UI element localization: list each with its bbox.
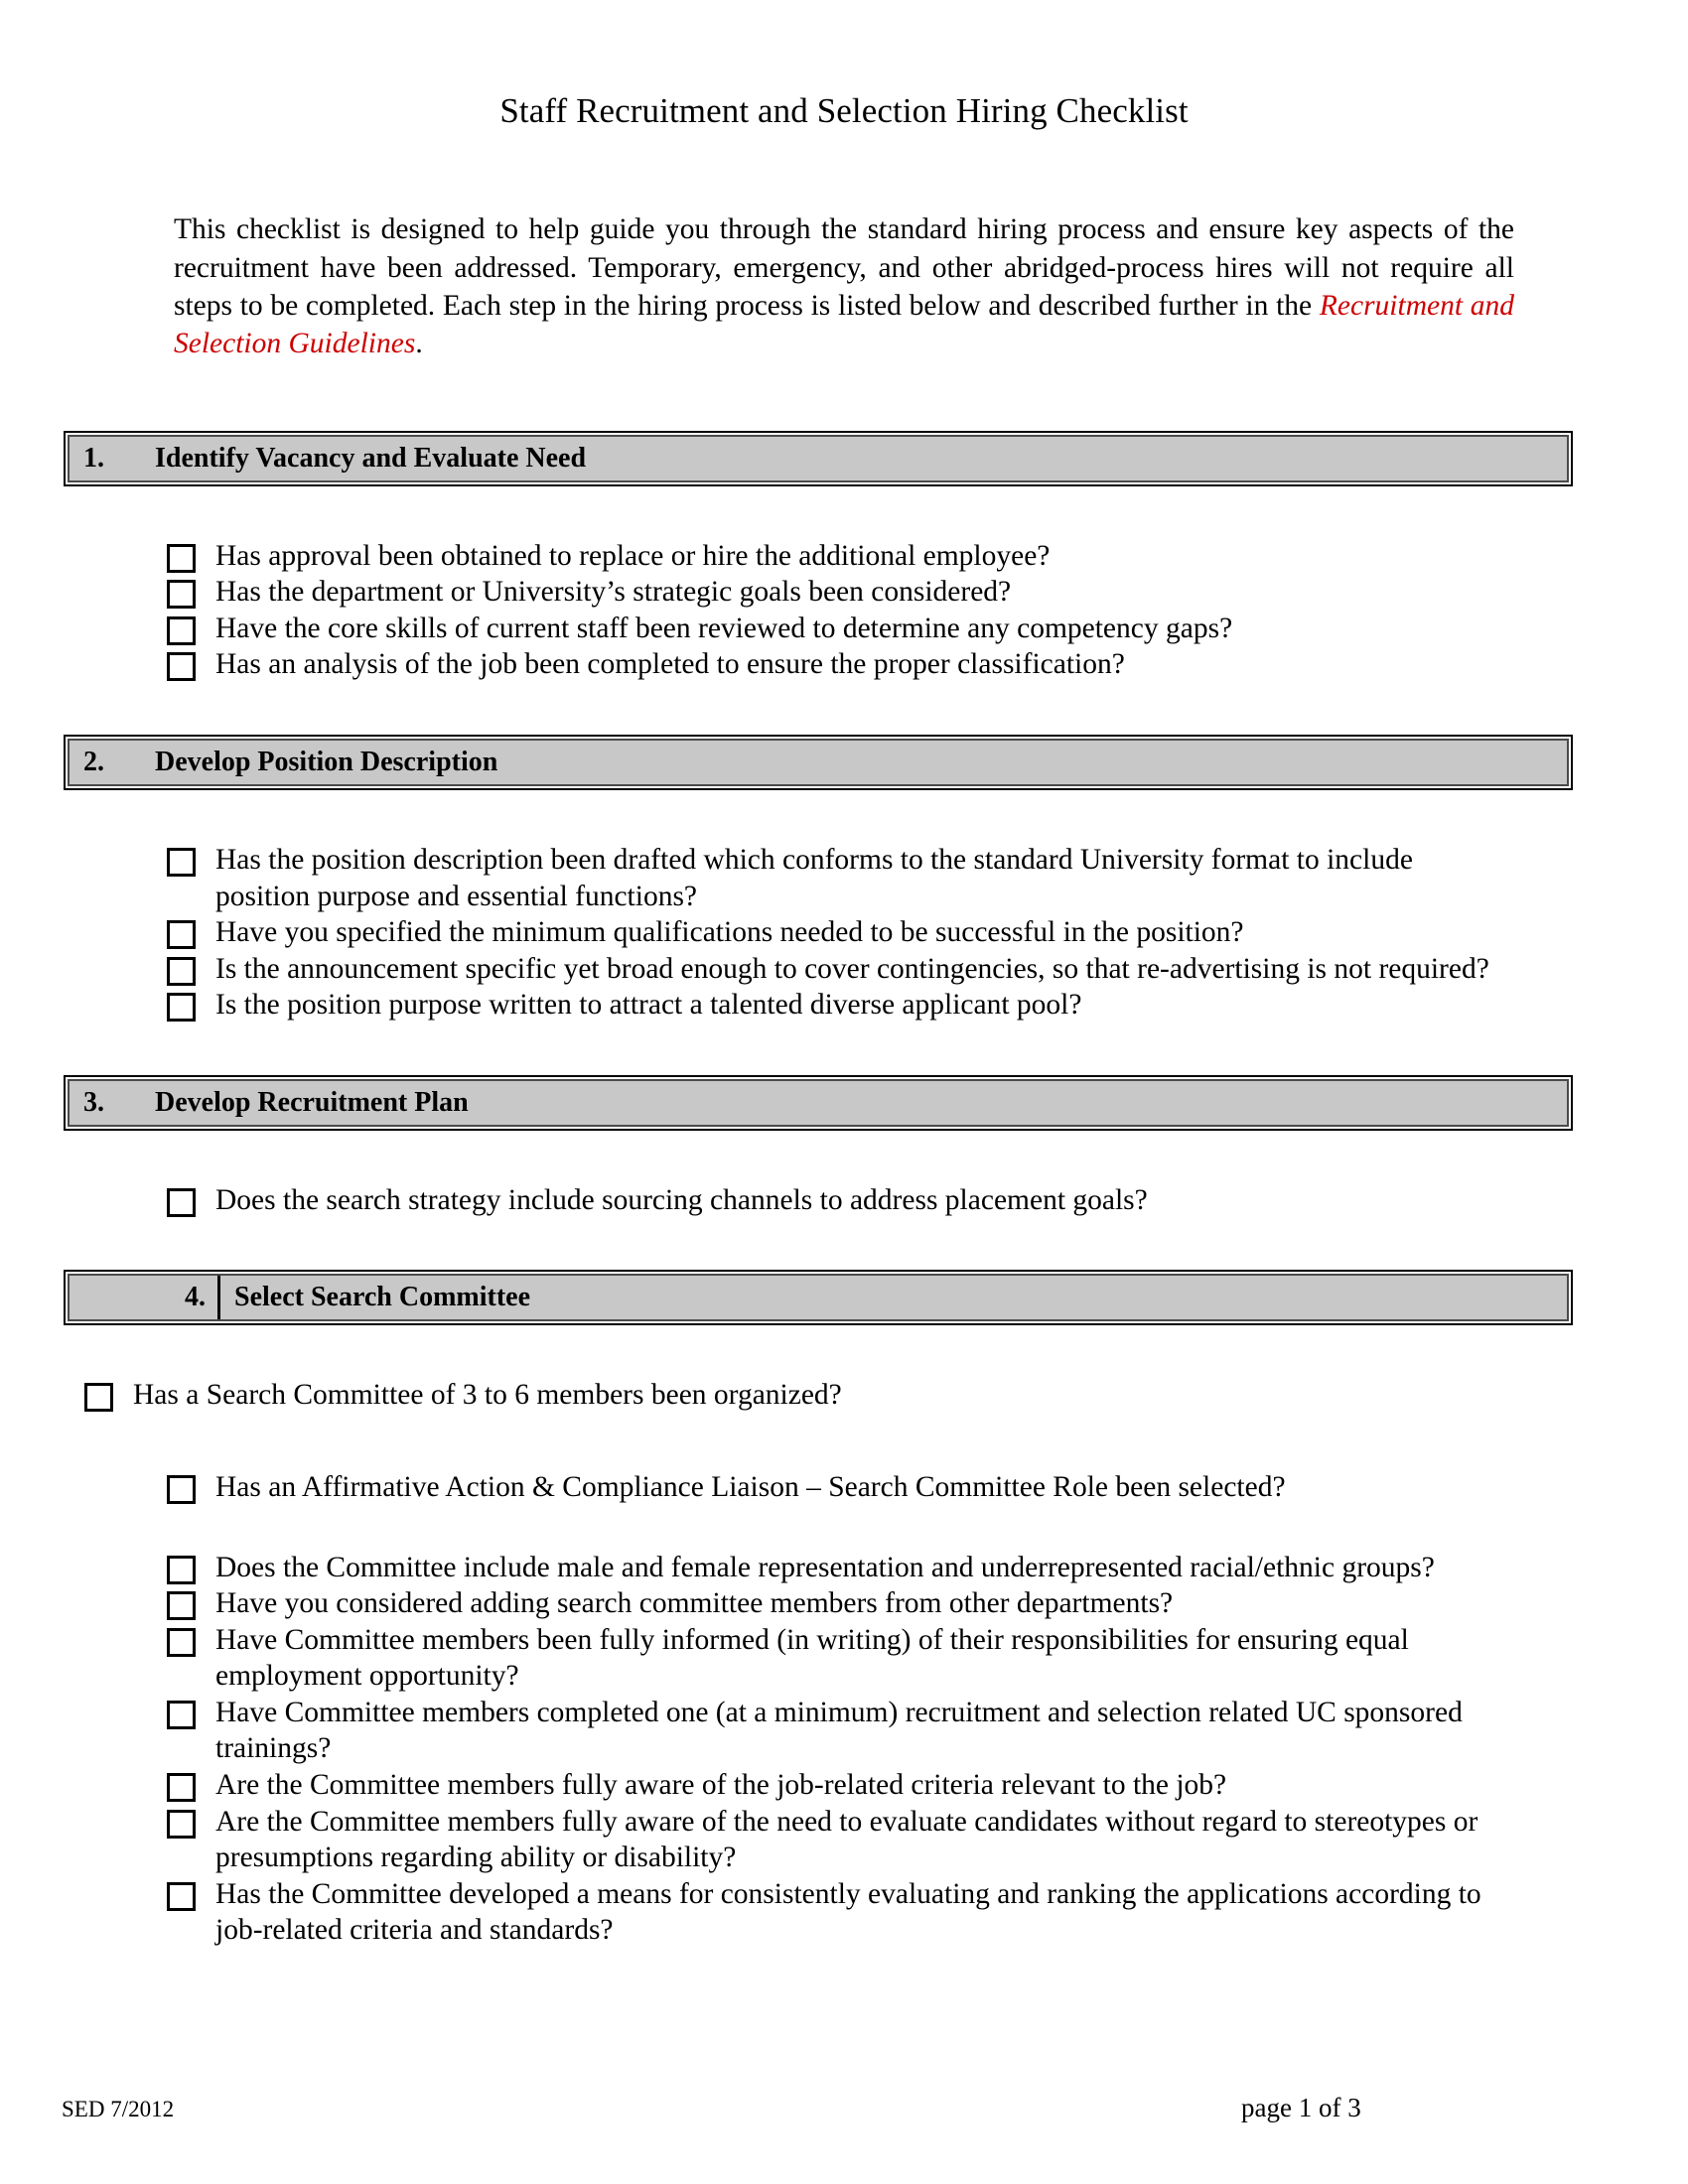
checklist-item-label: Have Committee members been fully informed (in writing) of their responsibilities for ensuring equal employment opportunity? — [215, 1623, 1409, 1693]
checklist-item[interactable] — [167, 951, 1688, 988]
checklist-item-label: Have Committee members completed one (at a minimum) recruitment and selection related UC sponsored trainings? — [215, 1696, 1463, 1765]
checkbox-icon[interactable] — [167, 580, 196, 609]
checkbox-icon[interactable] — [167, 544, 196, 573]
section-number: 3. — [83, 1086, 104, 1118]
section-2-header — [0, 739, 1688, 786]
spacer — [0, 786, 1688, 842]
spacer — [0, 1506, 1688, 1550]
checklist-item-label: Does the Committee include male and female representation and underrepresented racial/ethnic groups? — [215, 1551, 1435, 1583]
checkbox-icon[interactable] — [167, 1475, 196, 1504]
section-4-items-secondary — [0, 1469, 1688, 1506]
footer-page-number: page 1 of 3 — [1241, 2093, 1361, 2122]
spacer — [0, 1218, 1688, 1274]
checkbox-icon[interactable] — [167, 1628, 196, 1657]
checklist-item[interactable] — [167, 1550, 1688, 1586]
checkbox-icon[interactable] — [167, 1773, 196, 1802]
spacer — [0, 1024, 1688, 1079]
checkbox-icon[interactable] — [167, 920, 196, 949]
section-1-items — [0, 538, 1688, 683]
spacer — [0, 1414, 1688, 1469]
section-title: Develop Recruitment Plan — [155, 1086, 469, 1118]
checklist-item[interactable] — [84, 1377, 1688, 1414]
checkbox-icon[interactable] — [167, 1188, 196, 1217]
checklist-item-label: Has an analysis of the job been completed to ensure the proper classification? — [215, 648, 1125, 681]
section-title: Develop Position Description — [155, 746, 498, 777]
checklist-item-label: Has the department or University’s strategic goals been considered? — [215, 576, 1012, 609]
checklist-item-label: Has approval been obtained to replace or hire the additional employee? — [215, 539, 1051, 572]
section-2-items — [0, 842, 1688, 1024]
intro-paragraph — [99, 210, 1589, 362]
checklist-item[interactable] — [167, 646, 1688, 683]
checkbox-icon[interactable] — [167, 1882, 196, 1911]
section-1-header — [0, 435, 1688, 482]
section-number: 1. — [83, 442, 104, 474]
spacer — [0, 1321, 1688, 1377]
checklist-item-label: Has the position description been drafted which conforms to the standard University format to include position purpose and essential functions? — [215, 843, 1413, 912]
section-bar — [68, 1079, 1569, 1127]
checklist-item[interactable] — [167, 611, 1688, 647]
checkbox-icon[interactable] — [167, 652, 196, 681]
checklist-item[interactable] — [167, 1767, 1688, 1804]
section-title: Select Search Committee — [234, 1282, 531, 1313]
checklist-item-label: Have the core skills of current staff been reviewed to determine any competency gaps? — [215, 612, 1233, 644]
section-4-items-rest — [0, 1550, 1688, 1949]
checklist-item-label: Have you considered adding search committee members from other departments? — [215, 1587, 1174, 1620]
section-number: 4. — [70, 1276, 220, 1319]
checkbox-icon[interactable] — [167, 848, 196, 877]
checkbox-icon[interactable] — [167, 957, 196, 986]
section-bar — [68, 435, 1569, 482]
checklist-item[interactable] — [167, 987, 1688, 1024]
page-title: Staff Recruitment and Selection Hiring Checklist — [499, 91, 1189, 130]
checklist-item-label: Is the announcement specific yet broad enough to cover contingencies, so that re-advertising is not required? — [215, 952, 1489, 985]
reference-label: Recruitment and Selection Guidelines — [174, 289, 1514, 360]
checklist-item[interactable] — [167, 1804, 1688, 1876]
checklist-item-label: Is the position purpose written to attract a talented diverse applicant pool? — [215, 989, 1082, 1022]
checklist-item[interactable] — [167, 1182, 1688, 1219]
checklist-item-label: Has a Search Committee of 3 to 6 members been organized? — [133, 1379, 842, 1412]
section-bar — [68, 739, 1569, 786]
checkbox-icon[interactable] — [167, 1556, 196, 1584]
intro-text-part1: This checklist is designed to help guide you through the standard hiring process and ensure key aspects of the recruitment have been addressed. Temporary, emergency, and other abridged-process hires will not require all steps to be completed. Each step in the hiring process is listed below and described further in the — [174, 213, 1514, 322]
footer-revision: SED 7/2012 — [62, 2097, 175, 2121]
section-4-header — [0, 1274, 1688, 1321]
checklist-item[interactable] — [167, 1469, 1688, 1506]
checklist-item-label: Have you specified the minimum qualifications needed to be successful in the position? — [215, 916, 1244, 949]
checkbox-icon[interactable] — [167, 1591, 196, 1620]
checkbox-icon[interactable] — [167, 993, 196, 1022]
checklist-item[interactable] — [167, 1876, 1688, 1949]
checklist-item[interactable] — [167, 1695, 1688, 1767]
checklist-item[interactable] — [167, 1585, 1688, 1622]
checkbox-icon[interactable] — [167, 1701, 196, 1729]
section-title: Identify Vacancy and Evaluate Need — [155, 442, 587, 474]
section-number: 2. — [83, 746, 104, 777]
checkbox-icon[interactable] — [167, 1810, 196, 1839]
checklist-item[interactable] — [167, 574, 1688, 611]
checklist-item-label: Does the search strategy include sourcing channels to address placement goals? — [215, 1183, 1148, 1216]
spacer — [0, 363, 1688, 435]
section-3-items — [0, 1182, 1688, 1219]
page-footer — [0, 2065, 1688, 2184]
spacer — [0, 1127, 1688, 1182]
section-3-header — [0, 1079, 1688, 1127]
checkbox-icon[interactable] — [167, 616, 196, 645]
checkbox-icon[interactable] — [84, 1383, 113, 1412]
section-bar — [68, 1274, 1569, 1321]
checklist-item-label: Has the Committee developed a means for consistently evaluating and ranking the applications according to job-related criteria and standards? — [215, 1877, 1481, 1947]
section-4-items-primary — [0, 1377, 1688, 1414]
checklist-item[interactable] — [167, 842, 1688, 914]
checklist-item[interactable] — [167, 914, 1688, 951]
spacer — [0, 482, 1688, 538]
checklist-item-label: Has an Affirmative Action & Compliance Liaison – Search Committee Role been selected? — [215, 1470, 1286, 1503]
checklist-item-label: Are the Committee members fully aware of the need to evaluate candidates without regard to stereotypes or presumptions regarding ability or disability? — [215, 1805, 1478, 1874]
checklist-item[interactable] — [167, 1622, 1688, 1695]
checklist-item-label: Are the Committee members fully aware of the job-related criteria relevant to the job? — [215, 1769, 1227, 1802]
spacer — [0, 683, 1688, 739]
intro-text-part2: . — [415, 328, 423, 360]
checklist-item[interactable] — [167, 538, 1688, 575]
